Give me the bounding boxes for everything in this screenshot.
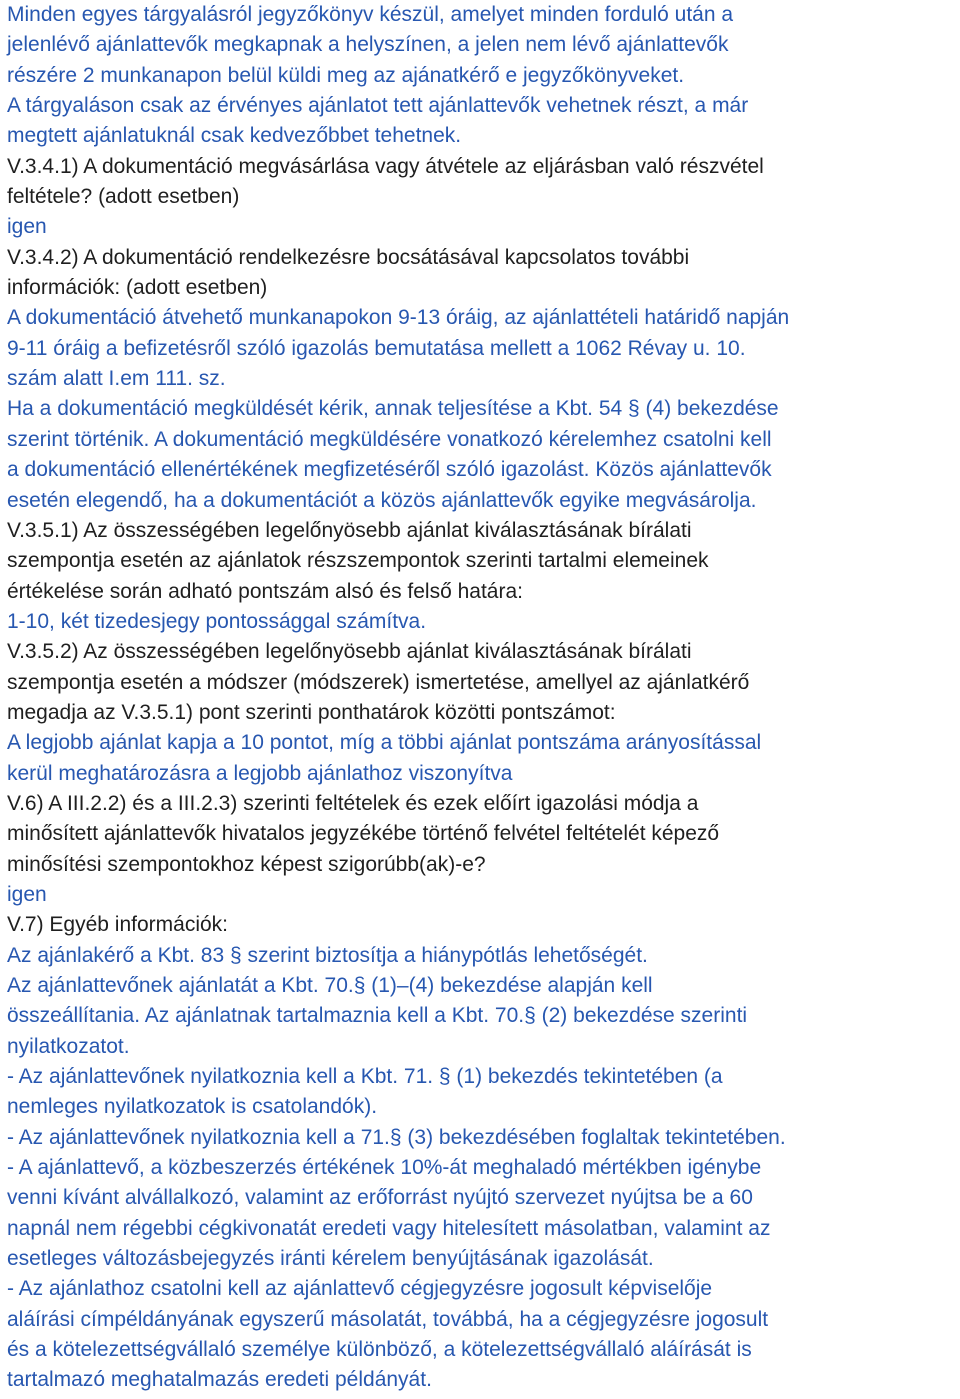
text-segment: esetén elegendő, ha a dokumentációt a közös ajánlattevők egyike megvásárolja.	[7, 488, 757, 512]
text-segment: Az ajánlakérő a Kbt. 83 § szerint biztosítja a hiánypótlás lehetőségét.	[7, 943, 648, 967]
text-line	[7, 1032, 954, 1062]
text-segment: kerül meghatározásra a legjobb ajánlathoz viszonyítva	[7, 761, 513, 785]
text-line	[7, 698, 954, 728]
text-line	[7, 577, 954, 607]
text-line	[7, 1153, 954, 1183]
text-segment: V.7) Egyéb információk:	[7, 913, 229, 937]
text-segment: minősítési szempontokhoz képest szigorúbb(ak)-e?	[7, 852, 486, 876]
text-segment: jelenlévő ajánlattevők megkapnak a helyszínen, a jelen nem lévő ajánlattevők	[7, 33, 729, 57]
text-line	[7, 121, 954, 151]
text-segment: nemleges nyilatkozatok is csatolandók).	[7, 1095, 378, 1119]
text-line	[7, 1123, 954, 1153]
text-segment: és a kötelezettségvállaló személye különböző, a kötelezettségvállaló aláírását is	[7, 1338, 752, 1362]
text-line	[7, 1001, 954, 1031]
text-line	[7, 1062, 954, 1092]
text-segment: - Az ajánlathoz csatolni kell az ajánlattevő cégjegyzésre jogosult képviselője	[7, 1277, 713, 1301]
text-segment: 9-11 óráig a befizetésről szóló igazolás bemutatása mellett a 1062 Révay u. 10.	[7, 336, 746, 360]
text-segment: információk: (adott esetben)	[7, 276, 268, 300]
text-line	[7, 819, 954, 849]
text-line	[7, 486, 954, 516]
text-segment: tartalmazó meghatalmazás eredeti példányát.	[7, 1368, 432, 1392]
text-segment: nyilatkozatot.	[7, 1034, 130, 1058]
text-segment: igen	[7, 215, 47, 239]
text-segment: Az ajánlattevőnek ajánlatát a Kbt. 70.§ (1)–(4) bekezdése alapján kell	[7, 974, 653, 997]
text-segment: szerint történik. A dokumentáció megküldésére vonatkozó kérelemhez csatolni kell	[7, 427, 772, 451]
text-line	[7, 364, 954, 394]
text-segment: Ha a dokumentáció megküldését kérik, annak teljesítése a Kbt. 54 § (4) bekezdése	[7, 397, 779, 421]
text-segment: A legjobb ajánlat kapja a 10 pontot, míg a többi ajánlat pontszáma arányosítással	[7, 731, 762, 755]
text-line	[7, 1365, 954, 1395]
text-segment: szempontja esetén a módszer (módszerek) ismertetése, amellyel az ajánlatkérő	[7, 670, 750, 694]
text-line	[7, 303, 954, 333]
text-line	[7, 516, 954, 546]
text-segment: V.3.5.2) Az összességében legelőnyösebb ajánlat kiválasztásának bírálati	[7, 640, 692, 664]
text-line	[7, 789, 954, 819]
text-line	[7, 1305, 954, 1335]
text-segment: V.6) A III.2.2) és a III.2.3) szerinti feltételek és ezek előírt igazolási módja a	[7, 791, 699, 815]
text-segment: V.3.4.1) A dokumentáció megvásárlása vagy átvétele az eljárásban való részvétel	[7, 154, 764, 178]
text-segment: 1-10, két tizedesjegy pontossággal számítva.	[7, 609, 427, 633]
text-line	[7, 455, 954, 485]
text-line	[7, 880, 954, 910]
text-line	[7, 1214, 954, 1244]
text-segment: részére 2 munkanapon belül küldi meg az ajánatkérő e jegyzőkönyveket.	[7, 63, 685, 87]
text-line	[7, 759, 954, 789]
text-segment: - Az ajánlattevőnek nyilatkoznia kell a 71.§ (3) bekezdésében foglaltak tekintetében.	[7, 1125, 786, 1149]
text-segment: napnál nem régebbi cégkivonatát eredeti vagy hitelesített másolatban, valamint az	[7, 1216, 771, 1240]
text-segment: megtett ajánlatuknál csak kedvezőbbet tehetnek.	[7, 124, 462, 148]
text-segment: aláírási címpéldányának egyszerű másolatát, továbbá, ha a cégjegyzésre jogosult	[7, 1307, 769, 1331]
text-segment: - A ajánlattevő, a közbeszerzés értékének 10%-át meghaladó mértékben igénybe	[7, 1156, 762, 1180]
text-segment: esetleges változásbejegyzés iránti kérelem benyújtásának igazolását.	[7, 1247, 654, 1271]
text-line	[7, 1335, 954, 1365]
text-line	[7, 182, 954, 212]
text-line	[7, 243, 954, 273]
text-segment: Minden egyes tárgyalásról jegyzőkönyv készül, amelyet minden forduló után a	[7, 3, 734, 26]
text-segment: minősített ajánlattevők hivatalos jegyzékébe történő felvétel feltételét képező	[7, 822, 720, 846]
text-line	[7, 1244, 954, 1274]
text-line	[7, 425, 954, 455]
text-line	[7, 1274, 954, 1304]
text-segment: A tárgyaláson csak az érvényes ajánlatot tett ajánlattevők vehetnek részt, a már	[7, 94, 749, 118]
text-segment: megadja az V.3.5.1) pont szerinti ponthatárok közötti pontszámot:	[7, 700, 616, 724]
text-line	[7, 850, 954, 880]
text-line	[7, 0, 954, 30]
text-segment: - Az ajánlattevőnek nyilatkoznia kell a Kbt. 71. § (1) bekezdés tekintetében (a	[7, 1065, 723, 1089]
text-line	[7, 668, 954, 698]
text-line	[7, 910, 954, 940]
text-segment: V.3.5.1) Az összességében legelőnyösebb ajánlat kiválasztásának bírálati	[7, 518, 692, 542]
text-line	[7, 212, 954, 242]
text-segment: szempontja esetén az ajánlatok részszempontok szerinti tartalmi elemeinek	[7, 549, 709, 573]
text-line	[7, 546, 954, 576]
text-line	[7, 334, 954, 364]
text-line	[7, 91, 954, 121]
text-line	[7, 728, 954, 758]
text-line	[7, 394, 954, 424]
text-segment: venni kívánt alvállalkozó, valamint az erőforrást nyújtó szervezet nyújtsa be a 60	[7, 1186, 753, 1210]
text-line	[7, 607, 954, 637]
text-segment: összeállítania. Az ajánlatnak tartalmaznia kell a Kbt. 70.§ (2) bekezdése szerinti	[7, 1004, 748, 1028]
text-segment: igen	[7, 882, 47, 906]
text-segment: szám alatt I.em 111. sz.	[7, 367, 226, 391]
text-line	[7, 971, 954, 1001]
text-line	[7, 61, 954, 91]
text-line	[7, 637, 954, 667]
text-line	[7, 1183, 954, 1213]
text-line	[7, 152, 954, 182]
text-segment: feltétele? (adott esetben)	[7, 185, 240, 209]
text-segment: A dokumentáció átvehető munkanapokon 9-13 óráig, az ajánlattételi határidő napján	[7, 306, 790, 330]
text-segment: V.3.4.2) A dokumentáció rendelkezésre bocsátásával kapcsolatos további	[7, 245, 690, 269]
text-segment: a dokumentáció ellenértékének megfizetéséről szóló igazolást. Közös ajánlattevők	[7, 458, 772, 482]
text-line	[7, 30, 954, 60]
text-line	[7, 273, 954, 303]
text-segment: értékelése során adható pontszám alsó és felső határa:	[7, 579, 523, 603]
text-line	[7, 941, 954, 971]
text-line	[7, 1092, 954, 1122]
